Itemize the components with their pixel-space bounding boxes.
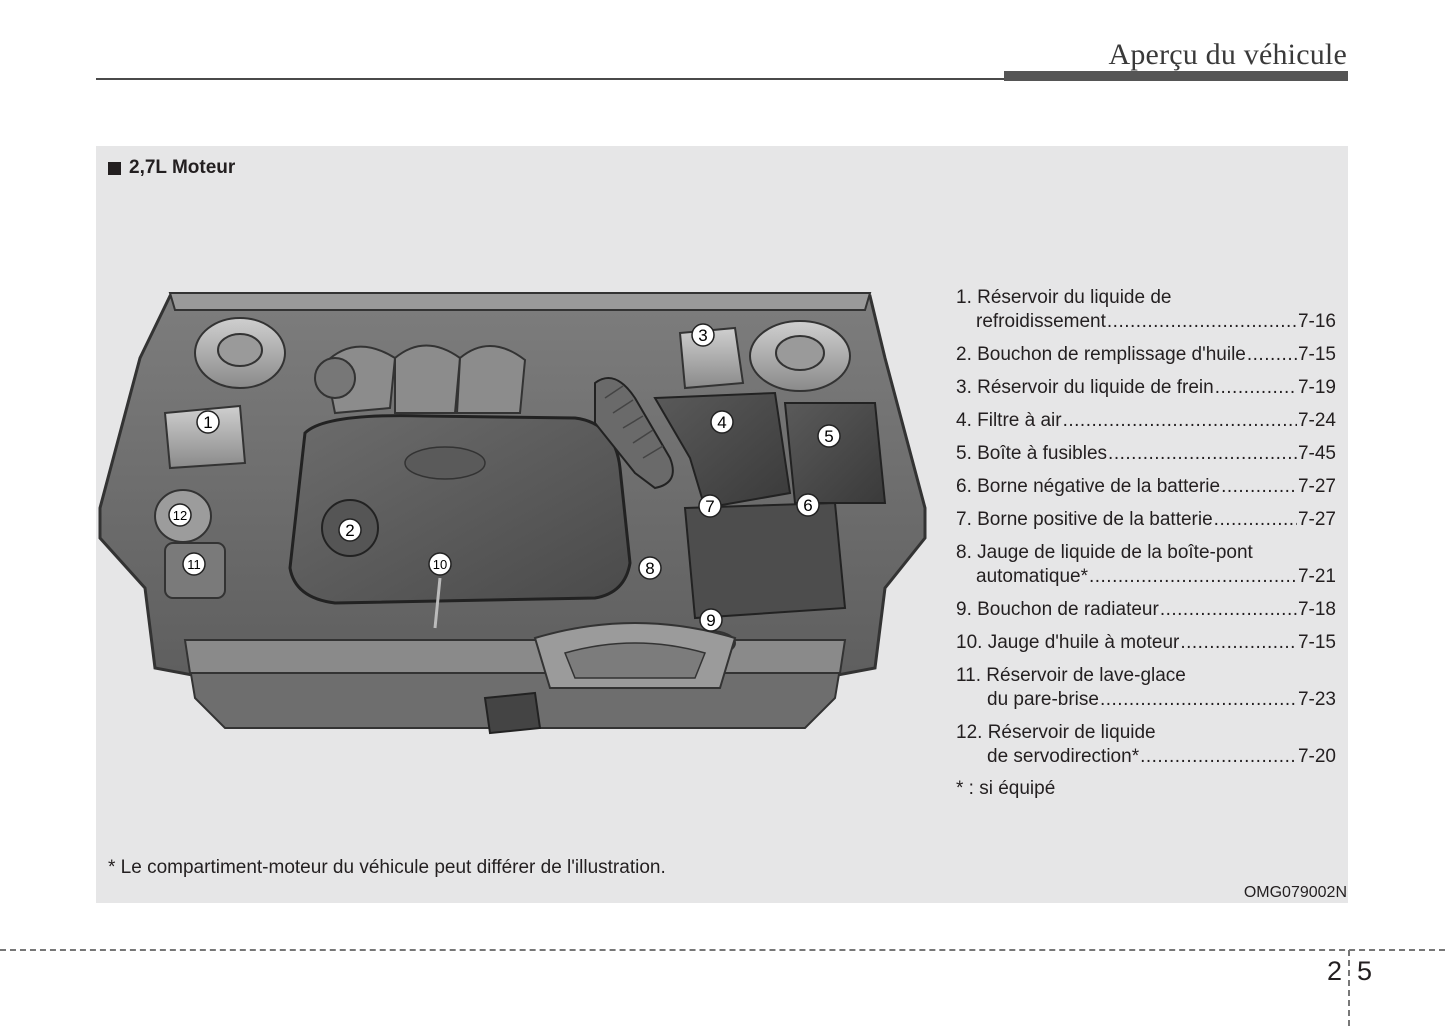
callout-label: 11 bbox=[187, 557, 201, 572]
legend-item-4 bbox=[956, 409, 1336, 433]
callout-6 bbox=[797, 494, 819, 516]
legend-page: 7-15 bbox=[1297, 632, 1336, 653]
legend-text: 9. Bouchon de radiateur bbox=[956, 599, 1159, 620]
callout-label: 3 bbox=[698, 326, 708, 345]
legend-page: 7-27 bbox=[1297, 476, 1336, 497]
legend-text: 11. Réservoir de lave-glace bbox=[956, 665, 1186, 686]
chapter-number: 2 bbox=[1327, 956, 1343, 986]
callout-4 bbox=[711, 411, 733, 433]
legend-text: du pare-brise bbox=[987, 689, 1099, 710]
legend-text: 10. Jauge d'huile à moteur bbox=[956, 632, 1180, 653]
illustration-footnote: * Le compartiment-moteur du véhicule peut différer de l'illustration. bbox=[108, 857, 666, 878]
callout-8 bbox=[639, 557, 661, 579]
callout-1 bbox=[197, 411, 219, 433]
callout-label: 4 bbox=[717, 413, 727, 432]
legend-page: 7-20 bbox=[1297, 746, 1336, 767]
callout-9 bbox=[700, 609, 722, 631]
legend-item-12 bbox=[956, 721, 1336, 769]
callout-10 bbox=[429, 553, 451, 575]
callout-label: 2 bbox=[345, 521, 355, 540]
legend-text: 12. Réservoir de liquide bbox=[956, 722, 1156, 743]
legend-text: 2. Bouchon de remplissage d'huile bbox=[956, 344, 1246, 365]
callout-5 bbox=[818, 425, 840, 447]
legend-page: 7-21 bbox=[1297, 566, 1336, 587]
legend-text: refroidissement bbox=[976, 311, 1106, 332]
legend-item-2 bbox=[956, 343, 1336, 367]
figure-code: OMG079002N bbox=[1243, 884, 1347, 901]
legend-page: 7-18 bbox=[1297, 599, 1336, 620]
legend-text: 3. Réservoir du liquide de frein bbox=[956, 377, 1214, 398]
section-label-text: 2,7L Moteur bbox=[129, 157, 236, 178]
callout-2 bbox=[339, 519, 361, 541]
callout-label: 8 bbox=[645, 559, 655, 578]
callout-label: 6 bbox=[803, 496, 813, 515]
legend-text: 7. Borne positive de la batterie bbox=[956, 509, 1213, 530]
callout-label: 12 bbox=[172, 508, 188, 523]
page-number-separator bbox=[1348, 950, 1350, 1026]
legend-page: 7-24 bbox=[1297, 410, 1336, 431]
legend-item-7 bbox=[956, 508, 1336, 532]
callout-label: 7 bbox=[705, 497, 715, 516]
legend-page: 7-45 bbox=[1297, 443, 1336, 464]
callout-11 bbox=[183, 553, 205, 575]
legend-page: 7-16 bbox=[1297, 311, 1336, 332]
legend-item-3 bbox=[956, 376, 1336, 400]
legend-text: 4. Filtre à air bbox=[956, 410, 1062, 431]
engine-compartment-illustration bbox=[95, 288, 935, 753]
callout-3 bbox=[692, 324, 714, 346]
legend-item-6 bbox=[956, 475, 1336, 499]
legend-item-5 bbox=[956, 442, 1336, 466]
legend-page: 7-19 bbox=[1297, 377, 1336, 398]
legend-page: 7-23 bbox=[1297, 689, 1336, 710]
legend-text: de servodirection* bbox=[987, 746, 1140, 767]
callout-12 bbox=[169, 504, 191, 526]
callout-label: 1 bbox=[203, 413, 213, 432]
legend-item-8 bbox=[956, 541, 1336, 589]
footer-rule bbox=[0, 949, 1445, 951]
legend-note: * : si équipé bbox=[956, 778, 1056, 799]
legend-page: 7-27 bbox=[1297, 509, 1336, 530]
legend-text: 8. Jauge de liquide de la boîte-pont bbox=[956, 542, 1253, 563]
legend-item-10 bbox=[956, 631, 1336, 655]
section-label bbox=[108, 157, 235, 179]
legend-text: 1. Réservoir du liquide de bbox=[956, 287, 1172, 308]
header-rule bbox=[96, 78, 1006, 80]
component-legend bbox=[956, 286, 1336, 800]
legend-text: automatique* bbox=[976, 566, 1088, 587]
legend-item-9 bbox=[956, 598, 1336, 622]
legend-page: 7-15 bbox=[1297, 344, 1336, 365]
legend-text: 5. Boîte à fusibles bbox=[956, 443, 1108, 464]
callout-label: 9 bbox=[706, 611, 716, 630]
legend-item-1 bbox=[956, 286, 1336, 334]
page-number: 5 bbox=[1357, 956, 1373, 986]
callout-label: 5 bbox=[824, 427, 834, 446]
callout-label: 10 bbox=[432, 557, 448, 572]
page-header-title: Aperçu du véhicule bbox=[1108, 38, 1347, 71]
callout-7 bbox=[699, 495, 721, 517]
legend-text: 6. Borne négative de la batterie bbox=[956, 476, 1221, 497]
square-bullet-icon bbox=[108, 162, 121, 175]
header-rule-accent bbox=[1004, 71, 1348, 81]
legend-item-11 bbox=[956, 664, 1336, 712]
